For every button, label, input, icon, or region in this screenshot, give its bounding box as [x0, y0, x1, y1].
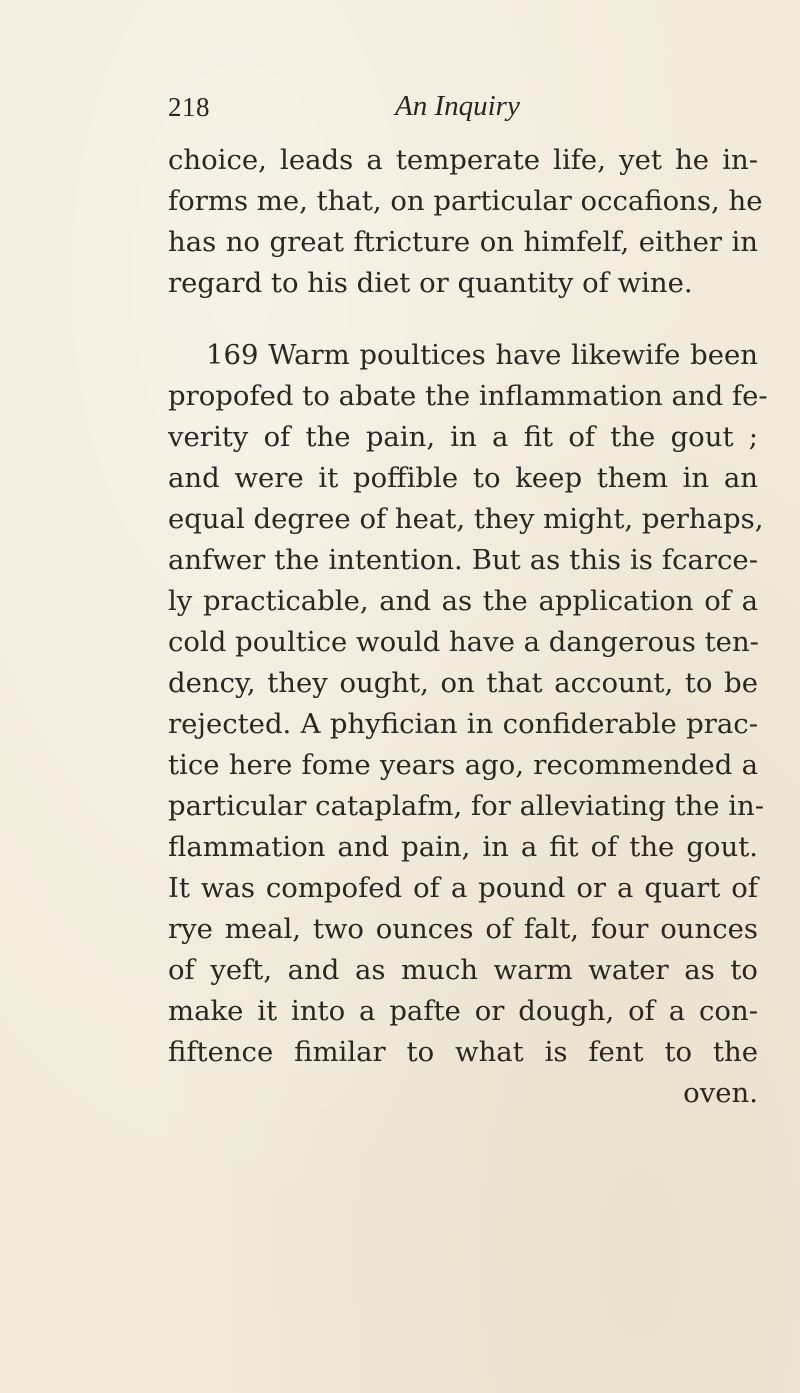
text-line: choice, leads a temperate life, yet he in-	[168, 144, 758, 176]
text-line: of yeft, and as much warm water as to	[168, 954, 758, 986]
text-line: flammation and pain, in a fit of the gout.	[168, 831, 758, 863]
text-line: has no great ftricture on himfelf, either in	[168, 226, 758, 258]
text-line: rye meal, two ounces of falt, four ounces	[168, 913, 758, 945]
paragraph-1	[168, 140, 763, 304]
body-text	[168, 140, 768, 1114]
page-number: 218	[168, 92, 210, 122]
text-line: verity of the pain, in a fit of the gout ;	[168, 421, 758, 453]
text-line: cold poultice would have a dangerous ten-	[168, 626, 759, 658]
text-line: It was compofed of a pound or a quart of	[168, 872, 758, 904]
paragraph-2	[168, 335, 768, 1114]
paragraph-gap	[168, 304, 758, 335]
text-line: make it into a pafte or dough, of a con-	[168, 995, 758, 1027]
text-line: forms me, that, on particular occafions, he	[168, 185, 763, 217]
text-line: regard to his diet or quantity of wine.	[168, 267, 693, 299]
text-line: 169 Warm poultices have likewife been	[206, 339, 758, 371]
text-line: and were it poffible to keep them in an	[168, 462, 758, 494]
text-line: dency, they ought, on that account, to be	[168, 667, 758, 699]
text-line: particular cataplafm, for alleviating the in-	[168, 790, 765, 822]
text-line: tice here fome years ago, recommended a	[168, 749, 758, 781]
running-title: An Inquiry	[395, 90, 520, 122]
text-line: propofed to abate the inflammation and fe-	[168, 380, 768, 412]
catchword: oven.	[683, 1077, 758, 1109]
running-head	[0, 88, 800, 128]
text-line: equal degree of heat, they might, perhaps,	[168, 503, 764, 535]
text-line: rejected. A phyfician in confiderable prac-	[168, 708, 758, 740]
text-line: fiftence fimilar to what is fent to the	[168, 1036, 758, 1068]
text-line: ly practicable, and as the application of a	[168, 585, 758, 617]
text-line: anfwer the intention. But as this is fcarce-	[168, 544, 758, 576]
